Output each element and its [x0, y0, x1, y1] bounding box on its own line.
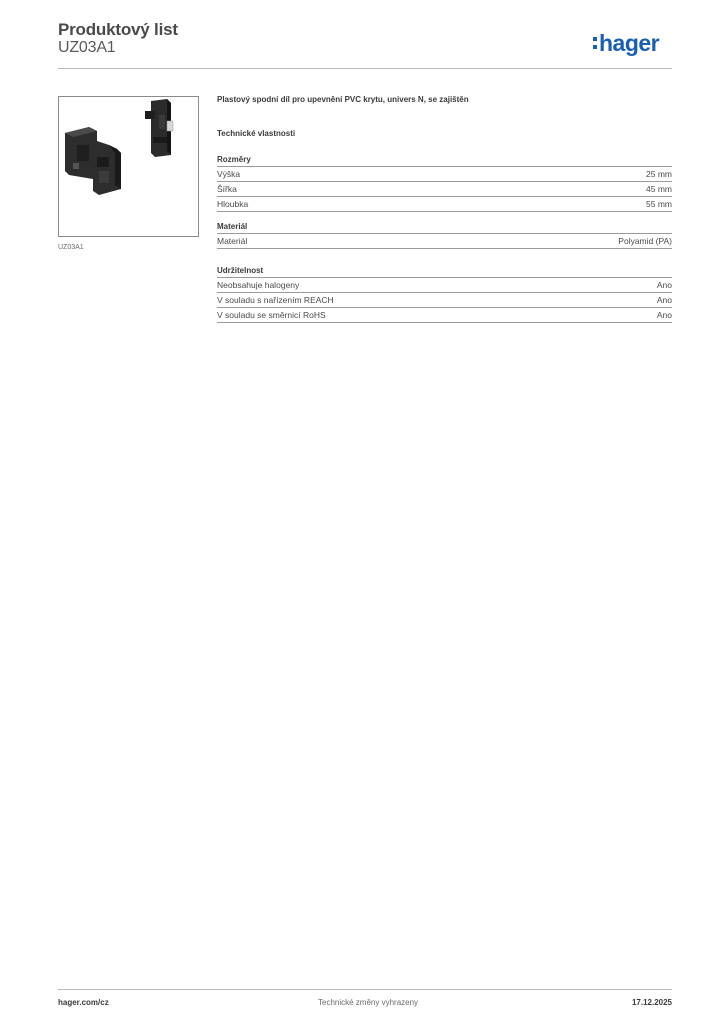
- spec-row: [217, 167, 672, 182]
- spec-label: Materiál: [217, 236, 248, 246]
- product-code: UZ03A1: [58, 39, 116, 56]
- page-title: Produktový list: [58, 20, 178, 39]
- group-title: Materiál: [217, 222, 672, 234]
- logo-text: hager: [599, 29, 660, 56]
- spec-row: [217, 293, 672, 308]
- spec-value: 25 mm: [646, 169, 672, 179]
- header-divider: [58, 68, 672, 69]
- spec-value: Polyamid (PA): [618, 236, 672, 246]
- logo-dots: [593, 37, 597, 49]
- footer-divider: [58, 989, 672, 990]
- spec-label: V souladu se směrnicí RoHS: [217, 310, 326, 320]
- spec-value: 55 mm: [646, 199, 672, 209]
- spec-label: Výška: [217, 169, 241, 179]
- spec-row: [217, 278, 672, 293]
- product-part-lower: [65, 127, 121, 195]
- spec-row: [217, 182, 672, 197]
- hager-logo: [593, 29, 659, 57]
- product-part-upper: [145, 99, 173, 157]
- spec-row: [217, 308, 672, 323]
- spec-label: Šířka: [217, 184, 237, 194]
- spec-row: [217, 197, 672, 212]
- group-sustainability: [217, 266, 672, 323]
- product-image: [58, 96, 199, 237]
- spec-label: Hloubka: [217, 199, 249, 209]
- spec-label: V souladu s nařízením REACH: [217, 295, 334, 305]
- group-title: Rozměry: [217, 155, 672, 167]
- spec-label: Neobsahuje halogeny: [217, 280, 300, 290]
- footer-notice: Technické změny vyhrazeny: [318, 998, 419, 1007]
- product-illustration: [59, 97, 198, 236]
- spec-value: Ano: [656, 280, 672, 290]
- footer-date: 17.12.2025: [631, 998, 672, 1007]
- technical-heading: Technické vlastnosti: [217, 129, 296, 138]
- group-title: Udržitelnost: [217, 266, 672, 278]
- group-material: [217, 222, 672, 249]
- footer-website-link[interactable]: hager.com/cz: [58, 998, 109, 1007]
- group-dimensions: [217, 155, 672, 212]
- spec-value: 45 mm: [646, 184, 672, 194]
- product-details: [217, 95, 672, 323]
- image-caption: UZ03A1: [58, 244, 84, 251]
- spec-value: Ano: [656, 295, 672, 305]
- spec-value: Ano: [656, 310, 672, 320]
- product-description: Plastový spodní díl pro upevnění PVC krytu, univers N, se zajištěn: [217, 95, 469, 104]
- spec-row: [217, 234, 672, 249]
